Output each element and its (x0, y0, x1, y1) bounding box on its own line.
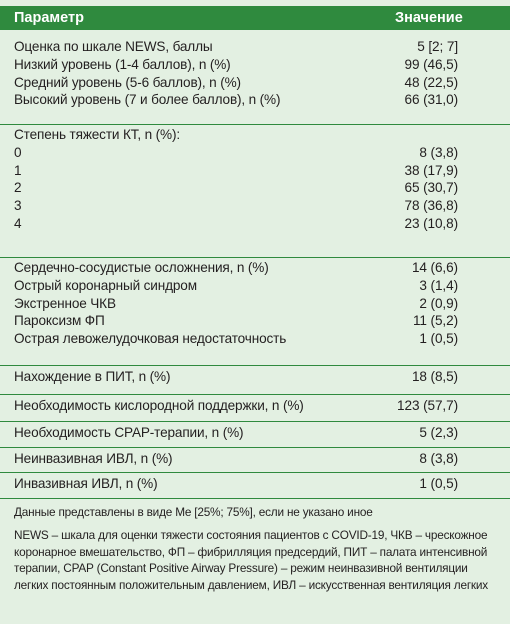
row-label: Острая левожелудочковая недостаточность (14, 331, 287, 347)
footnote-separator (0, 498, 510, 499)
table-group (0, 394, 510, 415)
row-label: 1 (14, 162, 22, 178)
row-label: Инвазивная ИВЛ, n (%) (14, 476, 158, 491)
row-label: 4 (14, 215, 22, 231)
row-label: Оценка по шкале NEWS, баллы (14, 39, 213, 54)
table-group (0, 37, 510, 109)
row-label: Необходимость кислородной поддержки, n (%) (14, 398, 304, 413)
row-value: 8 (3,8) (419, 144, 458, 160)
table-row (0, 38, 510, 56)
row-label: Необходимость CPAP-терапии, n (%) (14, 425, 244, 440)
table-row (0, 277, 510, 295)
row-value: 38 (17,9) (404, 162, 458, 178)
table-group (0, 472, 510, 493)
row-label: Нахождение в ПИТ, n (%) (14, 369, 171, 384)
row-label: Средний уровень (5-6 баллов), n (%) (14, 74, 241, 90)
table-row (0, 56, 510, 74)
footnote-abbreviations: NEWS – шкала для оценки тяжести состояния пациентов с COVID-19, ЧКВ – чрескожное коронарное вмешательство, ФП – фибрилляция предсердий, ПИТ – палата интенсивной терапии, CPAP (Constant Positive Airway Pressure) – режим неинвазивной вентиляции легких постоянным положительным давлением, ИВЛ – искусственная вентиляция легких (14, 528, 488, 592)
row-value: 3 (1,4) (419, 277, 458, 293)
table-row (0, 144, 510, 162)
row-value: 18 (8,5) (411, 369, 458, 384)
row-value: 8 (3,8) (419, 451, 458, 466)
row-value: 23 (10,8) (404, 215, 458, 231)
table-row (0, 450, 510, 468)
row-label: Неинвазивная ИВЛ, n (%) (14, 451, 173, 466)
table-row (0, 397, 510, 415)
row-label: Экстренное ЧКВ (14, 295, 116, 311)
table-header (0, 6, 510, 30)
header-value: Значение (395, 10, 463, 26)
table-row (0, 312, 510, 330)
row-value: 1 (0,5) (419, 476, 458, 491)
table-row (0, 295, 510, 313)
table-row (0, 162, 510, 180)
row-label: 3 (14, 198, 22, 214)
table-group (0, 124, 510, 233)
table-group (0, 257, 510, 348)
header-parameter: Параметр (14, 10, 84, 26)
row-value: 123 (57,7) (397, 398, 458, 413)
row-value: 48 (22,5) (404, 74, 458, 90)
table-row (0, 74, 510, 92)
row-label: Степень тяжести КТ, n (%): (14, 127, 180, 142)
row-value: 2 (0,9) (419, 295, 458, 311)
row-value: 5 (2,3) (419, 425, 458, 440)
row-label: Сердечно-сосудистые осложнения, n (%) (14, 260, 269, 275)
table-group (0, 421, 510, 442)
row-label: Пароксизм ФП (14, 313, 105, 329)
row-label: 2 (14, 180, 22, 196)
row-label: Низкий уровень (1-4 баллов), n (%) (14, 56, 231, 72)
table-row (0, 330, 510, 348)
row-value: 78 (36,8) (404, 198, 458, 214)
row-value: 14 (6,6) (411, 260, 458, 275)
table-group (0, 447, 510, 468)
row-label: Острый коронарный синдром (14, 277, 197, 293)
row-label: Высокий уровень (7 и более баллов), n (%) (14, 92, 281, 108)
row-value: 5 [2; 7] (417, 39, 458, 54)
row-value: 1 (0,5) (419, 331, 458, 347)
row-value: 65 (30,7) (404, 180, 458, 196)
table-group (0, 365, 510, 386)
row-value: 66 (31,0) (404, 92, 458, 108)
table-row (0, 368, 510, 386)
table-row (0, 259, 510, 277)
table-row (0, 424, 510, 442)
table-row (0, 91, 510, 109)
row-label: 0 (14, 144, 22, 160)
row-value: 11 (5,2) (412, 313, 458, 329)
table-row (0, 179, 510, 197)
table-row (0, 475, 510, 493)
table-row (0, 215, 510, 233)
footnote-data-format: Данные представлены в виде Me [25%; 75%], если не указано иное (14, 505, 373, 519)
row-value: 99 (46,5) (404, 56, 458, 72)
table-row (0, 197, 510, 215)
table-row (0, 126, 510, 144)
